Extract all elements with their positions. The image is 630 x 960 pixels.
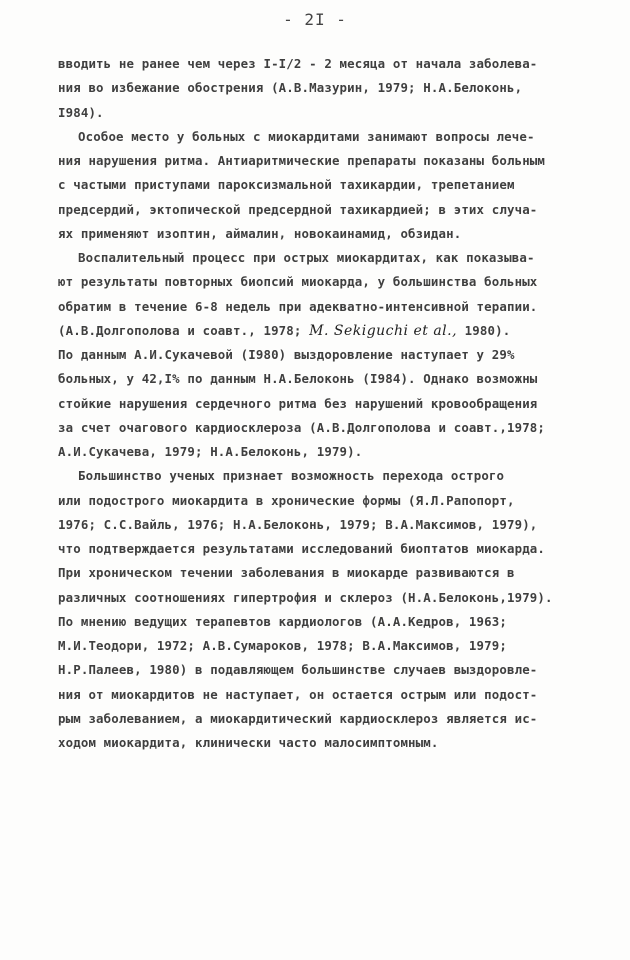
line-text: При хроническом течении заболевания в миокарде развиваются в	[58, 565, 515, 581]
line-text: ния нарушения ритма. Антиаритмические препараты показаны больным	[58, 153, 546, 168]
text-line	[58, 101, 618, 125]
body-text	[58, 52, 618, 755]
text-line	[58, 561, 618, 585]
text-line	[58, 537, 618, 561]
line-text: А.И.Сукачева, 1979; Н.А.Белоконь, 1979).	[58, 444, 363, 459]
text-line	[58, 319, 618, 343]
text-line	[58, 586, 618, 610]
line-text: ния от миокардитов не наступает, он остается острым или подост-	[58, 686, 538, 702]
text-line	[58, 149, 618, 173]
line-text: По данным А.И.Сукачевой (I980) выздоровление наступает у 29%	[58, 347, 515, 362]
text-line	[58, 392, 618, 416]
line-text: за счет очагового кардиосклероза (А.В.Долгополова и соавт.,1978;	[58, 419, 546, 435]
text-line	[58, 198, 618, 222]
line-text: ния во избежание обострения (А.В.Мазурин, 1979; Н.А.Белоконь,	[58, 80, 523, 96]
handwritten-insertion: M. Sekiguchi et al.,	[309, 322, 458, 339]
text-line	[58, 367, 618, 391]
line-text: ходом миокардита, клинически часто малосимптомным.	[58, 735, 439, 750]
line-text: (А.В.Долгополова и соавт., 1978;	[58, 322, 310, 338]
text-line	[58, 246, 618, 270]
line-text: стойкие нарушения сердечного ритма без нарушений кровообращения	[58, 395, 538, 411]
text-line	[58, 513, 618, 537]
text-line	[58, 707, 618, 731]
text-line	[58, 440, 618, 464]
text-line	[58, 125, 618, 149]
line-text: М.И.Теодори, 1972; А.В.Сумароков, 1978; В.А.Максимов, 1979;	[58, 638, 507, 653]
text-line	[58, 489, 618, 513]
line-text: Н.Р.Палеев, 1980) в подавляющем большинстве случаев выздоровле-	[58, 662, 538, 678]
line-text: рым заболеванием, а миокардитический кардиосклероз является ис-	[58, 710, 538, 726]
page-number: - 2I -	[283, 10, 347, 29]
line-text: ях применяют изоптин, аймалин, новокаинамид, обзидан.	[58, 225, 462, 241]
line-text: Воспалительный процесс при острых миокардитах, как показыва-	[78, 250, 535, 265]
text-line	[58, 295, 618, 319]
text-line	[58, 731, 618, 755]
line-text: предсердий, эктопической предсердной тахикардией; в этих случа-	[58, 201, 538, 217]
text-line	[58, 416, 618, 440]
text-line	[58, 222, 618, 246]
text-line	[58, 683, 618, 707]
text-line	[58, 173, 618, 197]
line-text: I984).	[58, 104, 104, 120]
line-text: вводить не ранее чем через I-I/2 - 2 месяца от начала заболева-	[58, 56, 538, 71]
line-text: обратим в течение 6-8 недель при адекватно-интенсивной терапии.	[58, 298, 538, 314]
text-line	[58, 52, 618, 76]
text-line	[58, 343, 618, 367]
line-text-after: 1980).	[457, 322, 511, 338]
text-line	[58, 610, 618, 634]
text-line	[58, 270, 618, 294]
line-text: с частыми приступами пароксизмальной тахикардии, трепетанием	[58, 177, 515, 193]
line-text: Большинство ученых признает возможность перехода острого	[78, 468, 505, 484]
text-line	[58, 76, 618, 100]
line-text: Особое место у больных с миокардитами занимают вопросы лече-	[78, 128, 535, 144]
text-line	[58, 634, 618, 658]
line-text: ют результаты повторных биопсий миокарда, у большинства больных	[58, 274, 538, 290]
text-line	[58, 464, 618, 488]
line-text: больных, у 42,I% по данным Н.А.Белоконь (I984). Однако возможны	[58, 371, 538, 387]
line-text: По мнению ведущих терапевтов кардиологов (А.А.Кедров, 1963;	[58, 613, 507, 629]
line-text: или подострого миокардита в хронические формы (Я.Л.Рапопорт,	[58, 492, 515, 508]
line-text: что подтверждается результатами исследований биоптатов миокарда.	[58, 541, 546, 556]
line-text: 1976; С.С.Вайль, 1976; Н.А.Белоконь, 1979; В.А.Максимов, 1979),	[58, 516, 538, 532]
text-line	[58, 658, 618, 682]
line-text: различных соотношениях гипертрофия и склероз (Н.А.Белоконь,1979).	[58, 589, 553, 605]
